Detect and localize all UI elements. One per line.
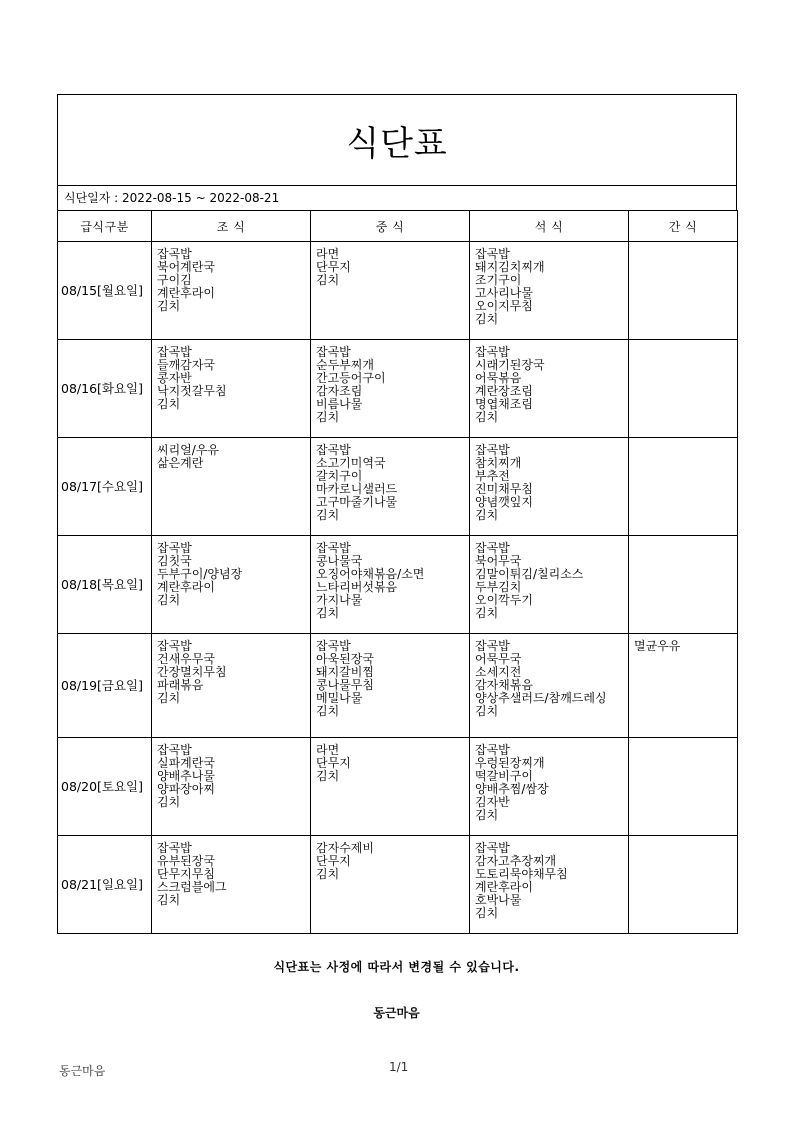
menu-item: 도토리묵야채무침 xyxy=(475,867,568,881)
menu-item: 잡곡밥 xyxy=(157,247,192,261)
menu-item: 김치 xyxy=(475,312,499,326)
menu-period: 식단일자 : 2022-08-15 ~ 2022-08-21 xyxy=(57,185,737,210)
menu-item: 감자고추장찌개 xyxy=(475,854,557,868)
menu-item: 감자조림 xyxy=(316,384,363,398)
menu-item: 잡곡밥 xyxy=(157,639,192,653)
menu-item: 우렁된장찌개 xyxy=(475,756,545,770)
menu-item: 잡곡밥 xyxy=(316,639,351,653)
menu-item: 김치 xyxy=(475,508,499,522)
menu-item: 잡곡밥 xyxy=(475,639,510,653)
menu-item: 김말이튀김/칠리소스 xyxy=(475,567,584,581)
menu-item: 양파장아찌 xyxy=(157,782,215,796)
header-snack: 간 식 xyxy=(629,211,738,242)
meal-breakfast xyxy=(152,836,311,934)
menu-item: 유부된장국 xyxy=(157,854,215,868)
header-dinner: 석 식 xyxy=(470,211,629,242)
meal-breakfast xyxy=(152,738,311,836)
meal-dinner xyxy=(470,340,629,438)
menu-item: 계란후라이 xyxy=(475,880,533,894)
menu-item: 간장멸치무침 xyxy=(157,665,227,679)
meal-snack xyxy=(629,242,738,340)
menu-item: 북어무국 xyxy=(475,554,522,568)
menu-item: 어묵무국 xyxy=(475,652,522,666)
menu-date: 08/21[일요일] xyxy=(58,836,152,934)
menu-row xyxy=(58,836,738,934)
menu-item: 김치 xyxy=(475,704,499,718)
menu-item: 계란장조림 xyxy=(475,384,533,398)
menu-item: 잡곡밥 xyxy=(157,743,192,757)
meal-snack xyxy=(629,340,738,438)
meal-snack xyxy=(629,836,738,934)
menu-item: 두부김치 xyxy=(475,580,522,594)
page-title: 식단표 xyxy=(346,123,448,164)
menu-item: 단무지무침 xyxy=(157,867,215,881)
meal-lunch xyxy=(311,536,470,634)
menu-item: 잡곡밥 xyxy=(316,443,351,457)
header-lunch: 중 식 xyxy=(311,211,470,242)
menu-date: 08/15[월요일] xyxy=(58,242,152,340)
meal-dinner xyxy=(470,536,629,634)
menu-item: 김치 xyxy=(316,410,340,424)
menu-item: 계란후라이 xyxy=(157,580,215,594)
menu-item: 김자반 xyxy=(475,795,510,809)
menu-date: 08/16[화요일] xyxy=(58,340,152,438)
menu-item: 순두부찌개 xyxy=(316,358,374,372)
menu-item: 호박나물 xyxy=(475,893,522,907)
menu-row xyxy=(58,340,738,438)
menu-row xyxy=(58,438,738,536)
menu-item: 김칫국 xyxy=(157,554,192,568)
menu-item: 돼지김치찌개 xyxy=(475,260,545,274)
meal-snack xyxy=(629,738,738,836)
page-number: 1/1 xyxy=(389,1060,409,1074)
menu-item: 양배추나물 xyxy=(157,769,215,783)
menu-item: 잡곡밥 xyxy=(316,541,351,555)
menu-item: 잡곡밥 xyxy=(157,541,192,555)
menu-item: 구이김 xyxy=(157,273,192,287)
menu-item: 김치 xyxy=(475,410,499,424)
menu-item: 참치찌개 xyxy=(475,456,522,470)
menu-item: 들깨감자국 xyxy=(157,358,215,372)
menu-item: 콩나물국 xyxy=(316,554,363,568)
meal-snack xyxy=(629,438,738,536)
menu-item: 김치 xyxy=(316,867,340,881)
meal-breakfast xyxy=(152,340,311,438)
menu-row xyxy=(58,634,738,738)
menu-item: 느타리버섯볶음 xyxy=(316,580,398,594)
menu-item: 시래기된장국 xyxy=(475,358,545,372)
menu-item: 아욱된장국 xyxy=(316,652,374,666)
menu-item: 단무지 xyxy=(316,260,351,274)
title-box xyxy=(57,94,737,185)
menu-item: 부추전 xyxy=(475,469,510,483)
header-row xyxy=(58,211,738,242)
change-notice: 식단표는 사정에 따라서 변경될 수 있습니다. xyxy=(273,960,520,974)
header-category: 급식구분 xyxy=(58,211,152,242)
menu-item: 실파계란국 xyxy=(157,756,215,770)
menu-item: 메밀나물 xyxy=(316,691,363,705)
menu-item: 건새우무국 xyxy=(157,652,215,666)
meal-lunch xyxy=(311,340,470,438)
menu-date: 08/20[토요일] xyxy=(58,738,152,836)
menu-item: 멸균우유 xyxy=(634,639,681,653)
menu-item: 비름나물 xyxy=(316,397,363,411)
menu-item: 계란후라이 xyxy=(157,286,215,300)
meal-dinner xyxy=(470,438,629,536)
menu-item: 잡곡밥 xyxy=(475,247,510,261)
menu-row xyxy=(58,242,738,340)
meal-lunch xyxy=(311,634,470,738)
menu-item: 잡곡밥 xyxy=(475,743,510,757)
menu-item: 잡곡밥 xyxy=(157,841,192,855)
menu-item: 소고기미역국 xyxy=(316,456,386,470)
menu-item: 마카로니샐러드 xyxy=(316,482,398,496)
menu-item: 김치 xyxy=(475,808,499,822)
menu-item: 진미채무침 xyxy=(475,482,533,496)
menu-item: 가지나물 xyxy=(316,593,363,607)
menu-item: 김치 xyxy=(157,593,181,607)
meal-dinner xyxy=(470,836,629,934)
menu-item: 조기구이 xyxy=(475,273,522,287)
menu-item: 돼지갈비찜 xyxy=(316,665,374,679)
menu-item: 고구마줄기나물 xyxy=(316,495,398,509)
header-breakfast: 조 식 xyxy=(152,211,311,242)
menu-item: 김치 xyxy=(157,691,181,705)
organization-name: 동근마음 xyxy=(373,1006,420,1020)
menu-item: 어묵볶음 xyxy=(475,371,522,385)
menu-item: 오이깍두기 xyxy=(475,593,533,607)
menu-item: 소세지전 xyxy=(475,665,522,679)
menu-item: 갈치구이 xyxy=(316,469,363,483)
menu-item: 감자수제비 xyxy=(316,841,374,855)
menu-item: 김치 xyxy=(316,704,340,718)
menu-date: 08/17[수요일] xyxy=(58,438,152,536)
menu-item: 김치 xyxy=(316,606,340,620)
meal-dinner xyxy=(470,738,629,836)
menu-item: 김치 xyxy=(157,397,181,411)
menu-item: 라면 xyxy=(316,743,340,757)
menu-row xyxy=(58,738,738,836)
meal-dinner xyxy=(470,242,629,340)
menu-item: 콩나물무침 xyxy=(316,678,374,692)
footer-organization: 동근마음 xyxy=(59,1064,106,1078)
menu-item: 잡곡밥 xyxy=(475,841,510,855)
meal-breakfast xyxy=(152,634,311,738)
meal-dinner xyxy=(470,634,629,738)
menu-item: 양상추샐러드/참깨드레싱 xyxy=(475,691,607,705)
menu-item: 고사리나물 xyxy=(475,286,533,300)
menu-item: 김치 xyxy=(157,795,181,809)
menu-item: 양배추찜/쌈장 xyxy=(475,782,549,796)
menu-item: 라면 xyxy=(316,247,340,261)
menu-item: 파래볶음 xyxy=(157,678,204,692)
menu-item: 잡곡밥 xyxy=(157,345,192,359)
menu-item: 두부구이/양념장 xyxy=(157,567,243,581)
menu-item: 잡곡밥 xyxy=(475,541,510,555)
menu-item: 오이지무침 xyxy=(475,299,533,313)
menu-item: 북어계란국 xyxy=(157,260,215,274)
meal-lunch xyxy=(311,438,470,536)
menu-row xyxy=(58,536,738,634)
menu-item: 김치 xyxy=(316,273,340,287)
menu-item: 김치 xyxy=(316,769,340,783)
meal-breakfast xyxy=(152,536,311,634)
menu-item: 김치 xyxy=(316,508,340,522)
meal-breakfast xyxy=(152,438,311,536)
menu-item: 김치 xyxy=(157,299,181,313)
meal-lunch xyxy=(311,738,470,836)
menu-item: 스크럼블에그 xyxy=(157,880,227,894)
meal-lunch xyxy=(311,242,470,340)
menu-item: 잡곡밥 xyxy=(316,345,351,359)
menu-item: 씨리얼/우유 xyxy=(157,443,220,457)
menu-item: 간고등어구이 xyxy=(316,371,386,385)
menu-date: 08/18[목요일] xyxy=(58,536,152,634)
menu-item: 양념깻잎지 xyxy=(475,495,533,509)
menu-item: 단무지 xyxy=(316,854,351,868)
menu-item: 단무지 xyxy=(316,756,351,770)
menu-item: 김치 xyxy=(475,906,499,920)
menu-item: 삶은계란 xyxy=(157,456,204,470)
menu-item: 잡곡밥 xyxy=(475,443,510,457)
menu-item: 떡갈비구이 xyxy=(475,769,533,783)
menu-item: 김치 xyxy=(157,893,181,907)
meal-breakfast xyxy=(152,242,311,340)
menu-item: 콩자반 xyxy=(157,371,192,385)
menu-item: 낙지젓갈무침 xyxy=(157,384,227,398)
meal-snack xyxy=(629,536,738,634)
menu-sheet xyxy=(57,94,737,934)
menu-item: 감자채볶음 xyxy=(475,678,533,692)
menu-item: 김치 xyxy=(475,606,499,620)
meal-lunch xyxy=(311,836,470,934)
meal-snack xyxy=(629,634,738,738)
menu-item: 잡곡밥 xyxy=(475,345,510,359)
menu-date: 08/19[금요일] xyxy=(58,634,152,738)
menu-table xyxy=(57,210,738,934)
menu-item: 오징어야채볶음/소면 xyxy=(316,567,425,581)
menu-item: 명엽채조림 xyxy=(475,397,533,411)
